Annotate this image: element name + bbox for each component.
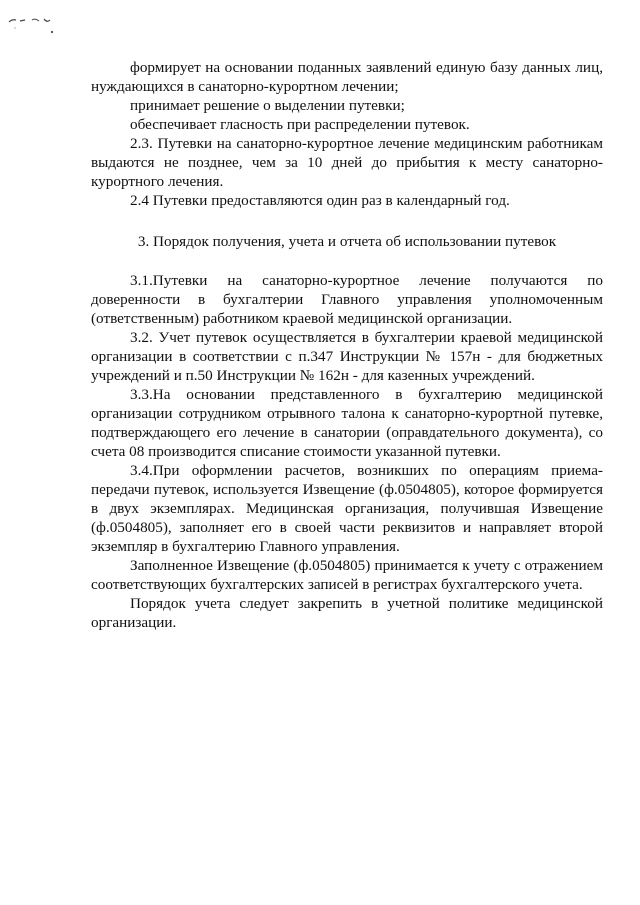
paragraph-3-4: 3.4.При оформлении расчетов, возникших по операциям приема-передачи путевок, используется Извещение (ф.0504805), которое формируется в двух экземплярах. Медицинская организация, получившая Извещение (ф.0504805), заполняет его в своей части реквизитов и направляет второй экземпляр в бухгалтерию Главного управления.: [91, 462, 603, 555]
paragraph-form-database: формирует на основании поданных заявлений единую базу данных лиц, нуждающихся в санаторно-курортном лечении;: [91, 59, 603, 95]
paragraph-3-1: 3.1.Путевки на санаторно-курортное лечение получаются по доверенности в бухгалтерии Главного управления уполномоченным (ответственным) работником краевой медицинской организации.: [91, 272, 603, 327]
document-body: [91, 58, 603, 632]
paragraph-decision: принимает решение о выделении путевки;: [130, 97, 405, 114]
paragraph-filled-notice: Заполненное Извещение (ф.0504805) принимается к учету с отражением соответствующих бухгалтерских записей в регистрах бухгалтерского учета.: [91, 557, 603, 593]
paragraph-3-3: 3.3.На основании представленного в бухгалтерию медицинской организации сотрудником отрывного талона к санаторно-курортной путевке, подтверждающего его лечение в санатории (оправдательного документа), со счета 08 производится списание стоимости указанной путевки.: [91, 386, 603, 460]
paragraph-publicity: обеспечивает гласность при распределении путевок.: [130, 116, 470, 133]
section-heading: 3. Порядок получения, учета и отчета об использовании путевок: [137, 233, 557, 250]
scan-artifact-mark: [6, 8, 58, 38]
paragraph-2-4: 2.4 Путевки предоставляются один раз в календарный год.: [130, 192, 510, 209]
paragraph-3-2: 3.2. Учет путевок осуществляется в бухгалтерии краевой медицинской организации в соответствии с п.347 Инструкции № 157н - для бюджетных учреждений и п.50 Инструкции № 162н - для казенных учреждений.: [91, 329, 603, 384]
paragraph-accounting-policy: Порядок учета следует закрепить в учетной политике медицинской организации.: [91, 595, 603, 631]
paragraph-2-3: 2.3. Путевки на санаторно-курортное лечение медицинским работникам выдаются не позднее, чем за 10 дней до прибытия к месту санаторно-курортного лечения.: [91, 135, 603, 190]
